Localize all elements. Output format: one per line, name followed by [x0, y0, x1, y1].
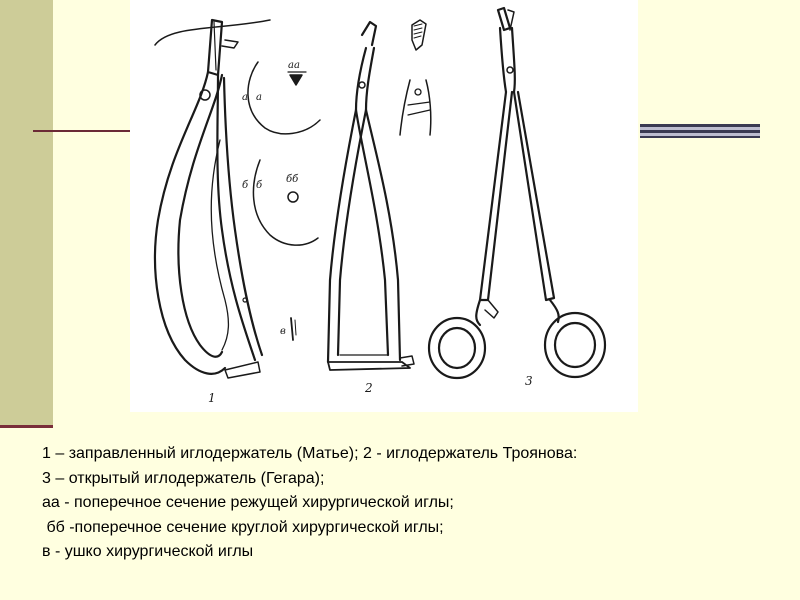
label-b-right: б: [256, 180, 263, 191]
figure-caption: [42, 442, 782, 565]
decorative-rule-left: [33, 130, 133, 132]
side-band-divider: [0, 425, 53, 428]
instrument-3-hegar: [429, 8, 605, 378]
side-band: [0, 0, 53, 428]
label-aa: аа: [288, 60, 300, 71]
caption-line-4: бб -поперечное сечение круглой хирургической иглы;: [42, 518, 444, 536]
label-instrument-2: 2: [365, 381, 373, 395]
label-a-right: а: [256, 92, 262, 103]
decorative-rule-right: [640, 124, 760, 138]
label-b-left: б: [242, 180, 249, 191]
instrument-2-troyanov: [328, 20, 431, 370]
label-a-left: а: [242, 92, 248, 103]
needle-sections: [248, 62, 320, 340]
label-instrument-1: 1: [208, 391, 216, 405]
caption-line-2: 3 – открытый иглодержатель (Гегара);: [42, 469, 325, 487]
needle-holders-illustration: [130, 0, 638, 412]
label-v: в: [280, 326, 286, 337]
label-instrument-3: 3: [525, 374, 533, 388]
label-bb: бб: [286, 174, 299, 185]
caption-line-5: в - ушко хирургической иглы: [42, 543, 254, 560]
caption-line-1: 1 – заправленный иглодержатель (Матье); 2 - иглодержатель Троянова:: [42, 445, 578, 462]
caption-line-3: аа - поперечное сечение режущей хирургической иглы;: [42, 494, 454, 511]
instrument-1-mathieu: [155, 20, 270, 378]
